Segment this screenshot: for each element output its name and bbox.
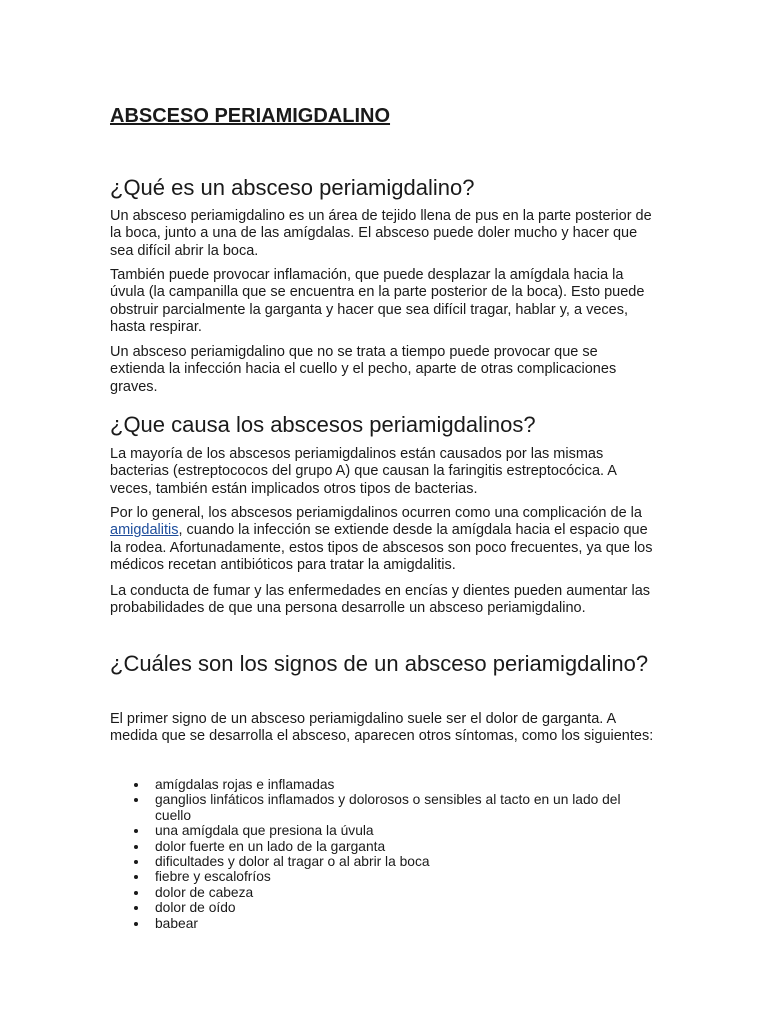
paragraph-text-before-link: Por lo general, los abscesos periamigdalinos ocurren como una complicación de la [110, 505, 642, 521]
amigdalitis-link[interactable]: amigdalitis [110, 522, 179, 539]
section-heading-signos: ¿Cuáles son los signos de un absceso periamigdalino? [110, 651, 649, 676]
list-item: dolor de cabeza [110, 885, 655, 900]
paragraph: También puede provocar inflamación, que puede desplazar la amígdala hacia la úvula (la campanilla que se encuentra en la parte posterior de la boca). Esto puede obstruir parcialmente la garganta y hacer que sea difícil tragar, hablar y, a veces, hasta respirar. [110, 267, 645, 335]
section-heading-causas: ¿Que causa los abscesos periamigdalinos? [110, 412, 536, 437]
paragraph: Un absceso periamigdalino es un área de tejido llena de pus en la parte posterior de la boca, junto a una de las amígdalas. El absceso puede doler mucho y hacer que sea difícil abrir la boca. [110, 208, 652, 259]
paragraph: El primer signo de un absceso periamigdalino suele ser el dolor de garganta. A medida que se desarrolla el absceso, aparecen otros síntomas, como los siguientes: [110, 711, 654, 745]
section-heading-que-es: ¿Qué es un absceso periamigdalino? [110, 175, 475, 200]
paragraph: La mayoría de los abscesos periamigdalinos están causados por las mismas bacterias (estreptococos del grupo A) que causan la faringitis estreptocócica. A veces, también están implicados otros tipos de bacterias. [110, 446, 617, 497]
paragraph-text-after-link: , cuando la infección se extiende desde la amígdala hacia el espacio que la rodea. Afortunadamente, estos tipos de abscesos son poco frecuentes, ya que los médicos recetan antibióticos para tratar la amigdalitis. [110, 522, 653, 573]
paragraph: La conducta de fumar y las enfermedades en encías y dientes pueden aumentar las probabilidades de que una persona desarrolle un absceso periamigdalino. [110, 583, 651, 617]
list-item: fiebre y escalofríos [110, 869, 655, 884]
list-item: dolor de oído [110, 900, 655, 915]
paragraph: Un absceso periamigdalino que no se trata a tiempo puede provocar que se extienda la infección hacia el cuello y el pecho, aparte de otras complicaciones graves. [110, 344, 617, 395]
list-item: ganglios linfáticos inflamados y dolorosos o sensibles al tacto en un lado del cuello [110, 792, 655, 823]
list-item: dificultades y dolor al tragar o al abrir la boca [110, 854, 655, 869]
document-title: ABSCESO PERIAMIGDALINO [110, 105, 391, 127]
list-item: amígdalas rojas e inflamadas [110, 777, 655, 792]
list-item: una amígdala que presiona la úvula [110, 823, 655, 838]
paragraph-with-link [110, 505, 655, 574]
list-item: babear [110, 916, 655, 931]
symptoms-list [110, 777, 655, 931]
list-item: dolor fuerte en un lado de la garganta [110, 839, 655, 854]
